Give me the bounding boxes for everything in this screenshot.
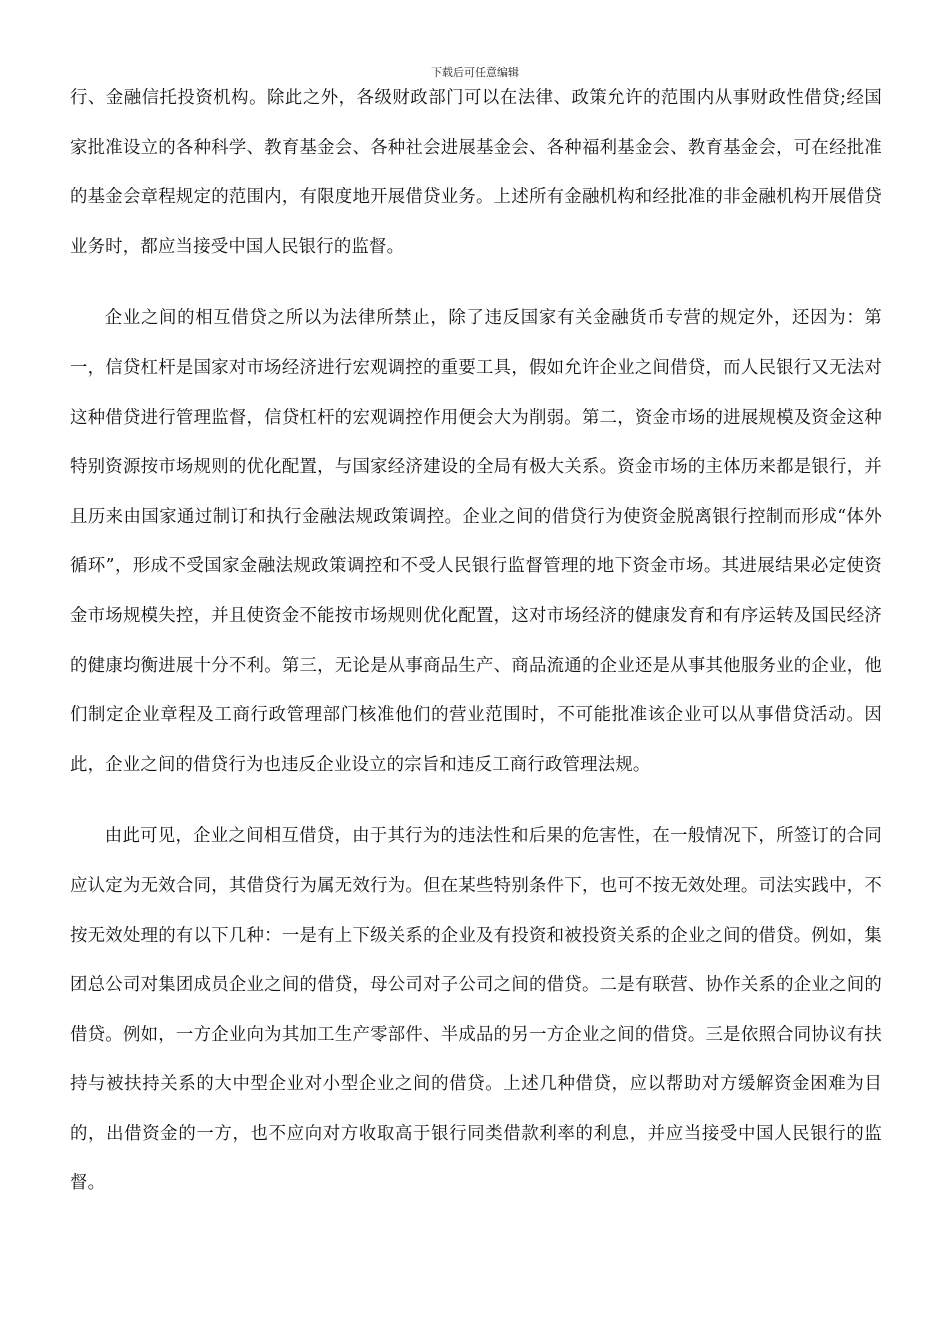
page-header-note: 下载后可任意编辑 (431, 66, 519, 79)
paragraph-2: 企业之间的相互借贷之所以为法律所禁止，除了违反国家有关金融货币专营的规定外，还因为：第一，信贷杠杆是国家对市场经济进行宏观调控的重要工具，假如允许企业之间借贷，而人民银行又无法对这种借贷进行管理监督，信贷杠杆的宏观调控作用便会大为削弱。第二，资金市场的进展规模及资金这种特别资源按市场规则的优化配置，与国家经济建设的全局有极大关系。资金市场的主体历来都是银行，并且历来由国家通过制订和执行金融法规政策调控。企业之间的借贷行为使资金脱离银行控制而形成“体外循环”，形成不受国家金融法规政策调控和不受人民银行监督管理的地下资金市场。其进展结果必定使资金市场规模失控，并且使资金不能按市场规则优化配置，这对市场经济的健康发育和有序运转及国民经济的健康均衡进展十分不利。第三，无论是从事商品生产、商品流通的企业还是从事其他服务业的企业，他们制定企业章程及工商行政管理部门核准他们的营业范围时，不可能批准该企业可以从事借贷活动。因此，企业之间的借贷行为也违反企业设立的宗旨和违反工商行政管理法规。 (70, 308, 882, 775)
document-body (70, 74, 882, 1209)
paragraph-1: 行、金融信托投资机构。除此之外，各级财政部门可以在法律、政策允许的范围内从事财政性借贷;经国家批准设立的各种科学、教育基金会、各种社会进展基金会、各种福利基金会、教育基金会，可在经批准的基金会章程规定的范围内，有限度地开展借贷业务。上述所有金融机构和经批准的非金融机构开展借贷业务时，都应当接受中国人民银行的监督。 (70, 88, 882, 257)
paragraph-3: 由此可见，企业之间相互借贷，由于其行为的违法性和后果的危害性，在一般情况下，所签订的合同应认定为无效合同，其借贷行为属无效行为。但在某些特别条件下，也可不按无效处理。司法实践中，不按无效处理的有以下几种：一是有上下级关系的企业及有投资和被投资关系的企业之间的借贷。例如，集团总公司对集团成员企业之间的借贷，母公司对子公司之间的借贷。二是有联营、协作关系的企业之间的借贷。例如，一方企业向为其加工生产零部件、半成品的另一方企业之间的借贷。三是依照合同协议有扶持与被扶持关系的大中型企业对小型企业之间的借贷。上述几种借贷，应以帮助对方缓解资金困难为目的，出借资金的一方，也不应向对方收取高于银行同类借款利率的利息，并应当接受中国人民银行的监督。 (70, 826, 882, 1194)
